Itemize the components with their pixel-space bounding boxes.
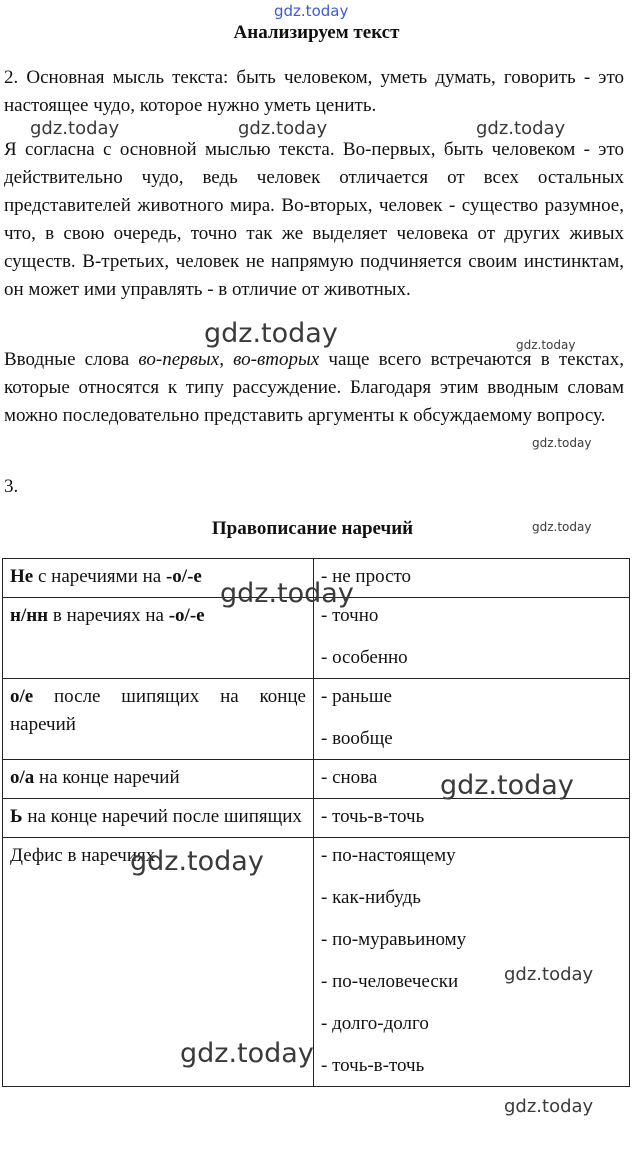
example-adverb: - долго-долго — [321, 1013, 429, 1034]
example-adverb: - не просто — [321, 566, 412, 587]
paragraph-main-idea: 2. Основная мысль текста: быть человеком, уметь думать, говорить - это настоящее чудо, которое нужно уметь ценить. — [4, 67, 624, 116]
watermark: gdz.today — [204, 318, 338, 349]
example-adverb: - особенно — [321, 647, 408, 668]
rule-text: на конце наречий после шипящих — [22, 806, 302, 827]
examples-cell — [314, 799, 630, 838]
examples-cell — [314, 559, 630, 598]
rule-bold: н/нн — [10, 605, 49, 626]
paragraph-agreement: Я согласна с основной мыслью текста. Во-первых, быть человеком - это действительно чудо, ведь человек отличается от всех остальных представителей животного мира. Во-вторых, человек - существо разумное, что, в свою очередь, точно так же выделяет человека от других живых существ. В-третьих, человек не напрямую подчиняется своим инстинктам, он может ими управлять - в отличие от животных. — [4, 139, 624, 300]
example-adverb: - по-муравьиному — [321, 929, 467, 950]
table-row — [3, 838, 630, 1087]
rule-text: на конце наречий — [34, 767, 180, 788]
example-adverb: - по-настоящему — [321, 845, 456, 866]
rule-bold-suffix: -о/-е — [168, 605, 205, 626]
rule-cell — [3, 679, 314, 760]
rule-text: Дефис в наречиях — [10, 845, 156, 866]
rule-text: в наречиях на — [48, 605, 169, 626]
watermark: gdz.today — [516, 338, 576, 352]
watermark: gdz.today — [220, 578, 354, 609]
watermark-header: gdz.today — [274, 2, 349, 20]
examples-cell — [314, 838, 630, 1087]
examples-cell — [314, 760, 630, 799]
watermark: gdz.today — [440, 770, 574, 801]
example-adverb: - раньше — [321, 686, 392, 707]
example-adverb: - как-нибудь — [321, 887, 421, 908]
p3-italic-words: во-первых, во-вторых — [138, 349, 320, 370]
example-adverb: - вообще — [321, 728, 393, 749]
example-adverb: - снова — [321, 767, 378, 788]
p3-text-before: Вводные слова — [4, 349, 139, 370]
table-row — [3, 559, 630, 598]
rule-bold: о/а — [10, 767, 35, 788]
watermark: gdz.today — [476, 118, 566, 139]
example-adverb: - точь-в-точь — [321, 1055, 425, 1076]
section-number: 3. — [4, 476, 19, 497]
rule-text: с наречиями на — [33, 566, 166, 587]
rule-text: после шипящих на конце наречий — [10, 686, 306, 735]
table-row — [3, 799, 630, 838]
paragraph-introductory-words — [4, 346, 624, 430]
table-title: Правописание наречий — [211, 518, 414, 539]
rule-bold: Не — [10, 566, 34, 587]
rule-bold-suffix: -о/-е — [165, 566, 202, 587]
watermark: gdz.today — [532, 520, 592, 534]
table-row — [3, 598, 630, 679]
rule-cell — [3, 598, 314, 679]
watermark: gdz.today — [238, 118, 328, 139]
examples-cell — [314, 598, 630, 679]
table-row — [3, 679, 630, 760]
rule-cell — [3, 838, 314, 1087]
watermark: gdz.today — [130, 846, 264, 877]
examples-cell — [314, 679, 630, 760]
page-title: Анализируем текст — [233, 22, 400, 43]
adverb-spelling-table — [2, 558, 630, 1087]
example-adverb: - точно — [321, 605, 379, 626]
p3-text-after: чаще всего встречаются в текстах, которые относятся к типу рассуждение. Благодаря этим вводным словам можно последовательно представить аргументы к обсуждаемому вопросу. — [4, 349, 624, 426]
rule-bold: Ь — [10, 806, 23, 827]
watermark: gdz.today — [504, 964, 594, 985]
example-adverb: - точь-в-точь — [321, 806, 425, 827]
table-row — [3, 760, 630, 799]
watermark: gdz.today — [532, 436, 592, 450]
rule-bold: о/е — [10, 686, 34, 707]
rule-cell — [3, 799, 314, 838]
rule-cell — [3, 760, 314, 799]
watermark: gdz.today — [30, 118, 120, 139]
watermark: gdz.today — [504, 1096, 594, 1117]
example-adverb: - по-человечески — [321, 971, 459, 992]
rule-cell — [3, 559, 314, 598]
watermark: gdz.today — [180, 1038, 314, 1069]
